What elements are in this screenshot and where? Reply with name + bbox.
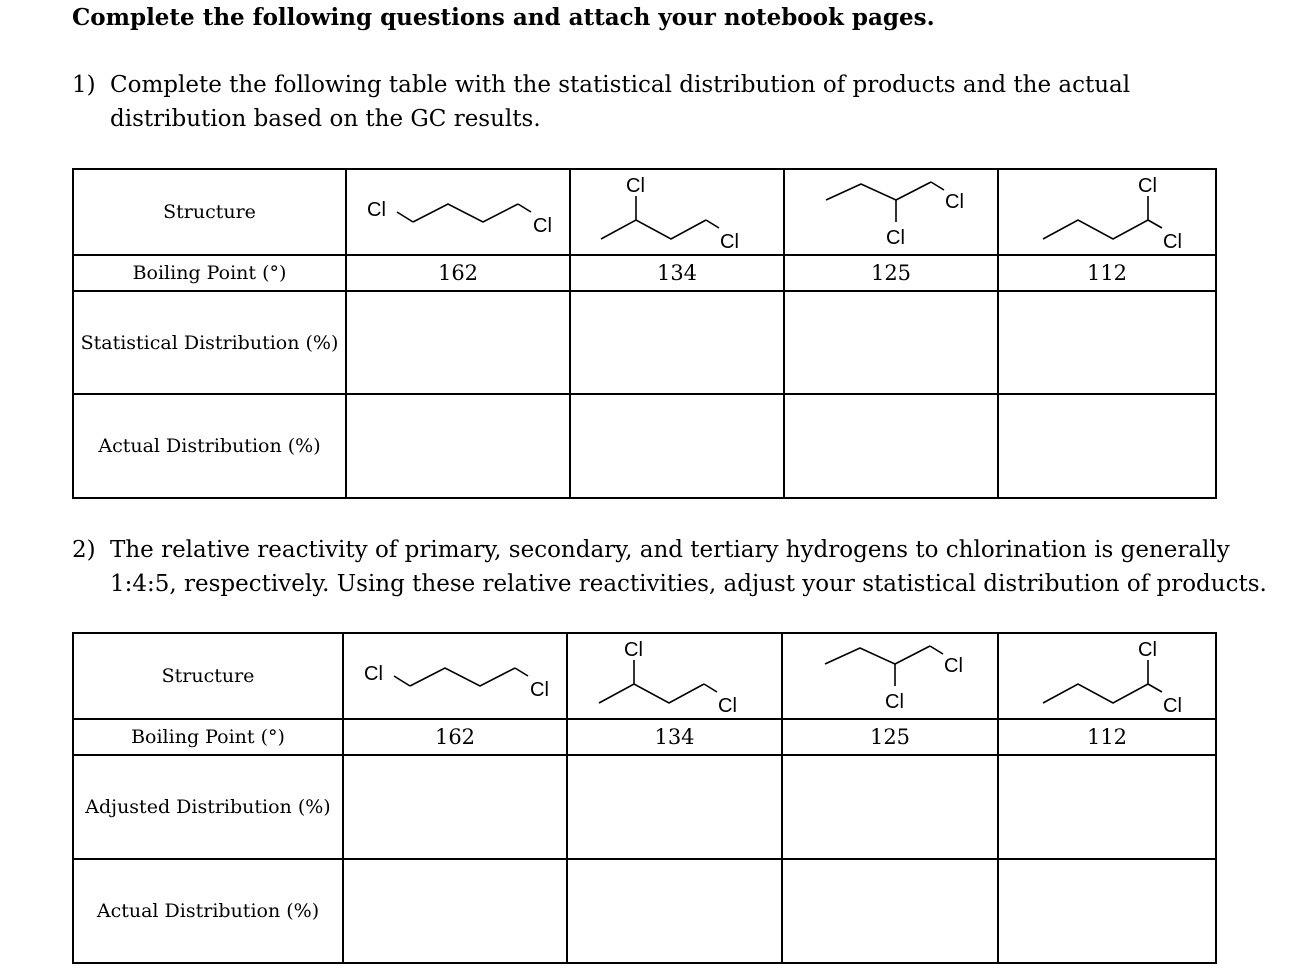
chlorine-label: Cl [886,227,905,249]
question-1-line-1: Complete the following table with the statistical distribution of products and the actual [110,72,1131,98]
chlorine-label: Cl [367,199,386,221]
boiling-point-value: 134 [570,255,784,291]
structure-cell-1 [343,633,567,719]
answer-cell[interactable] [343,755,567,859]
chlorine-label: Cl [1138,639,1157,661]
actual-distribution-label: Actual Distribution (%) [73,859,343,963]
boiling-point-label: Boiling Point (°) [73,255,346,291]
question-1-text [110,68,1130,136]
distribution-table-1 [72,168,1217,499]
structure-cell-4 [998,633,1216,719]
chlorine-label: Cl [623,639,643,661]
question-1-number: 1) [72,72,96,98]
statistical-distribution-label: Statistical Distribution (%) [73,291,346,394]
answer-cell[interactable] [567,859,782,963]
chlorine-label: Cl [1163,695,1182,716]
answer-cell[interactable] [998,394,1216,498]
structure-label: Structure [73,633,343,719]
actual-distribution-label: Actual Distribution (%) [73,394,346,498]
adjusted-distribution-row [73,755,1216,859]
structure-cell-3 [782,633,998,719]
boiling-point-value: 125 [782,719,998,755]
molecule-1-3-dichlorobutane [574,172,780,252]
chlorine-label: Cl [1138,175,1157,197]
answer-cell[interactable] [346,394,570,498]
actual-distribution-row [73,394,1216,498]
answer-cell[interactable] [998,755,1216,859]
answer-cell[interactable] [782,755,998,859]
question-2-text [110,533,1267,601]
structure-cell-3 [784,169,998,255]
chlorine-label: Cl [944,655,963,677]
chlorine-label: Cl [626,175,645,197]
structure-cell-4 [998,169,1216,255]
chlorine-label: Cl [533,215,552,237]
boiling-point-value: 162 [343,719,567,755]
molecule-1-3-dichlorobutane [572,636,778,716]
structure-cell-1 [346,169,570,255]
answer-cell[interactable] [782,859,998,963]
answer-cell[interactable] [570,291,784,394]
chlorine-label: Cl [885,691,904,713]
chlorine-label: Cl [364,663,383,685]
molecule-1-2-dichlorobutane [1002,636,1212,716]
structure-label: Structure [73,169,346,255]
molecule-1-2-dichloro-2-methylpropane [787,636,993,716]
answer-cell[interactable] [346,291,570,394]
chlorine-label: Cl [717,695,737,716]
actual-distribution-row [73,859,1216,963]
answer-cell[interactable] [998,291,1216,394]
question-2-line-1: The relative reactivity of primary, secondary, and tertiary hydrogens to chlorination is generally [110,537,1230,563]
chlorine-label: Cl [720,231,739,252]
answer-cell[interactable] [998,859,1216,963]
answer-cell[interactable] [570,394,784,498]
molecule-1-4-dichlorobutane [348,636,562,716]
structure-row [73,169,1216,255]
boiling-point-value: 162 [346,255,570,291]
boiling-point-value: 134 [567,719,782,755]
boiling-point-value: 112 [998,255,1216,291]
molecule-1-2-dichlorobutane [1002,172,1212,252]
molecule-1-2-dichloro-2-methylpropane [788,172,994,252]
chlorine-label: Cl [1163,231,1182,252]
chlorine-label: Cl [945,191,964,213]
boiling-point-value: 112 [998,719,1216,755]
question-2-line-2: 1:4:5, respectively. Using these relative reactivities, adjust your statistical distribution of products. [110,571,1267,597]
question-1-line-2: distribution based on the GC results. [110,106,541,132]
chlorine-label: Cl [530,679,549,701]
structure-cell-2 [570,169,784,255]
question-2-number: 2) [72,537,96,563]
structure-row [73,633,1216,719]
answer-cell[interactable] [784,394,998,498]
boiling-point-value: 125 [784,255,998,291]
distribution-table-2 [72,632,1217,964]
molecule-1-4-dichlorobutane [351,172,565,252]
answer-cell[interactable] [784,291,998,394]
boiling-point-label: Boiling Point (°) [73,719,343,755]
page-heading: Complete the following questions and attach your notebook pages. [72,4,935,31]
boiling-point-row [73,719,1216,755]
adjusted-distribution-label: Adjusted Distribution (%) [73,755,343,859]
boiling-point-row [73,255,1216,291]
answer-cell[interactable] [343,859,567,963]
statistical-distribution-row [73,291,1216,394]
answer-cell[interactable] [567,755,782,859]
structure-cell-2 [567,633,782,719]
